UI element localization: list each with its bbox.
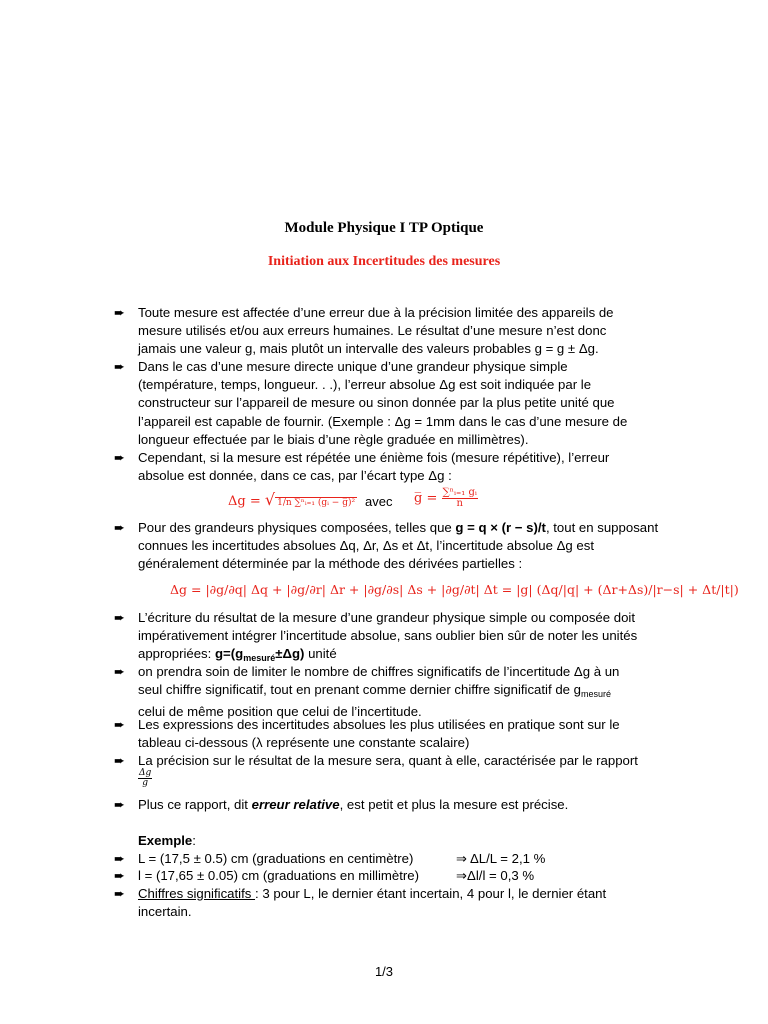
formula-lhs: Δg = <box>228 494 261 509</box>
text-run: Plus ce rapport, dit <box>138 797 252 812</box>
partial-derivative-formula: Δg = |∂g/∂q| Δq + |∂g/∂r| Δr + |∂g/∂s| Δs + |∂g/∂t| Δt = |g| (Δq/|q| + (Δr+Δs)/|r−s| + Δt/|t|) <box>170 582 739 597</box>
fraction-numerator: Δg <box>139 768 152 778</box>
right-hand-pointer-icon: ➨ <box>114 450 125 465</box>
right-hand-pointer-icon: ➨ <box>114 753 125 768</box>
fraction-numerator: ∑ⁿᵢ₌₁ gᵢ <box>442 487 477 498</box>
text-line: longueur effectuée par le biais d’une règle graduée en millimètres). <box>138 431 529 447</box>
text-run: ±Δg) <box>275 646 305 662</box>
formula-avec: avec <box>365 494 393 509</box>
text-run: : <box>192 833 196 848</box>
heading-text: Exemple <box>138 833 193 848</box>
text-line: on prendra soin de limiter le nombre de chiffres significatifs de l’incertitude Δg à un <box>138 664 620 679</box>
page-number: 1/3 <box>374 964 394 979</box>
text-line: tableau ci-dessous (λ représente une constante scalaire) <box>138 735 470 751</box>
text-line: Les expressions des incertitudes absolues les plus utilisées en pratique sont sur le <box>138 717 620 732</box>
relative-error-term: erreur relative <box>251 797 340 812</box>
text-line: Cependant, si la mesure est répétée une énième fois (mesure répétitive), l’erreur <box>138 450 610 465</box>
bullet-paragraph <box>138 358 678 449</box>
text-line <box>138 885 678 903</box>
text-line: connues les incertitudes absolues Δq, Δr, Δs et Δt, l’incertitude absolue Δg est <box>138 538 595 554</box>
text-run: appropriées: <box>138 646 215 662</box>
right-hand-pointer-icon: ➨ <box>114 717 125 732</box>
text-run: L = (17,5 ± 0.5) cm (graduations en centimètre) <box>138 851 414 866</box>
text-run: Pour des grandeurs physiques composées, telles que <box>138 520 456 535</box>
subscript: mesuré <box>581 689 612 700</box>
formula-lhs: g̅ = <box>414 491 438 506</box>
text-run: seul chiffre significatif, tout en prenant comme dernier chiffre significatif de g <box>138 682 581 698</box>
page-title: Module Physique I TP Optique <box>284 220 484 236</box>
right-hand-pointer-icon: ➨ <box>114 610 125 625</box>
subscript: mesuré <box>243 653 276 664</box>
bullet-paragraph <box>138 752 678 770</box>
text-line: généralement déterminée par la méthode des dérivées partielles : <box>138 556 523 572</box>
right-hand-pointer-icon: ➨ <box>114 797 125 812</box>
composite-quantity: g = q × (r − s)/t <box>455 520 546 535</box>
page-subtitle: Initiation aux Incertitudes des mesures <box>267 254 501 269</box>
text-line: Dans le cas d’une mesure directe unique d’une grandeur physique simple <box>138 359 568 374</box>
bullet-paragraph <box>138 449 678 485</box>
text-line <box>138 796 678 814</box>
fraction <box>138 769 152 788</box>
mean-fraction <box>442 488 478 509</box>
right-hand-pointer-icon: ➨ <box>114 305 125 320</box>
text-line: (température, temps, longueur. . .), l’erreur absolue Δg est soit indiquée par le <box>138 377 592 393</box>
example-significant-figures <box>138 885 678 921</box>
right-hand-pointer-icon: ➨ <box>114 886 125 901</box>
text-run: l = (17,65 ± 0.05) cm (graduations en millimètre) <box>138 868 419 883</box>
text-run: : 3 pour L, le dernier étant incertain, 4 pour l, le dernier étant <box>255 886 607 901</box>
text-line: La précision sur le résultat de la mesure sera, quant à elle, caractérisée par le rapport <box>138 753 638 768</box>
text-line: l’appareil est capable de fournir. (Exemple : Δg = 1mm dans le cas d’une mesure de <box>138 413 628 429</box>
text-line: Toute mesure est affectée d’une erreur due à la précision limitée des appareils de <box>138 305 614 320</box>
example-line <box>138 850 678 868</box>
text-run: g=(g <box>214 646 244 662</box>
text-line: celui de même position que celui de l’incertitude. <box>138 704 422 720</box>
std-dev-formula <box>228 490 357 509</box>
text-run: unité <box>304 646 337 662</box>
bullet-paragraph <box>138 304 678 359</box>
text-line <box>138 519 678 537</box>
bullet-paragraph <box>138 716 678 752</box>
text-run: , tout en supposant <box>545 520 659 535</box>
fraction-denominator: g <box>142 778 149 788</box>
text-line <box>138 681 678 703</box>
bullet-paragraph <box>138 609 678 668</box>
text-line: mesure utilisés et/ou aux erreurs humaines. Le résultat d’une mesure n’est donc <box>138 323 607 339</box>
right-hand-pointer-icon: ➨ <box>114 664 125 679</box>
example-line <box>138 867 678 885</box>
text-line: incertain. <box>138 904 192 920</box>
text-line: L’écriture du résultat de la mesure d’une grandeur physique simple ou composée doit <box>138 610 636 625</box>
example-result: ⇒ ΔL/L = 2,1 % <box>456 851 546 866</box>
bullet-paragraph <box>138 663 678 722</box>
example-heading <box>138 832 678 850</box>
right-hand-pointer-icon: ➨ <box>114 851 125 866</box>
text-line: jamais une valeur g, mais plutôt un intervalle des valeurs probables g = g ± Δg. <box>138 341 599 357</box>
right-hand-pointer-icon: ➨ <box>114 520 125 535</box>
bullet-paragraph <box>138 796 678 814</box>
text-line: constructeur sur l’appareil de mesure ou sinon donnée par la plus petite unité que <box>138 395 615 411</box>
example-result: ⇒Δl/l = 0,3 % <box>456 868 535 883</box>
underlined-label: Chiffres significatifs <box>138 886 256 901</box>
right-hand-pointer-icon: ➨ <box>114 868 125 883</box>
text-line: impérativement intégrer l’incertitude absolue, sans oublier bien sûr de noter les unités <box>138 628 638 644</box>
right-hand-pointer-icon: ➨ <box>114 359 125 374</box>
sqrt-icon: √ <box>264 490 276 509</box>
text-line: absolue est donnée, dans ce cas, par l’écart type Δg : <box>138 468 452 484</box>
mean-formula <box>414 488 478 509</box>
fraction-denominator: n <box>456 498 463 509</box>
formula-radicand: 1/n ∑ⁿᵢ₌₁ (gᵢ − g̅)² <box>277 498 356 508</box>
relative-error-fraction <box>138 768 152 788</box>
bullet-paragraph <box>138 519 678 574</box>
text-run: , est petit et plus la mesure est précise. <box>339 797 569 812</box>
